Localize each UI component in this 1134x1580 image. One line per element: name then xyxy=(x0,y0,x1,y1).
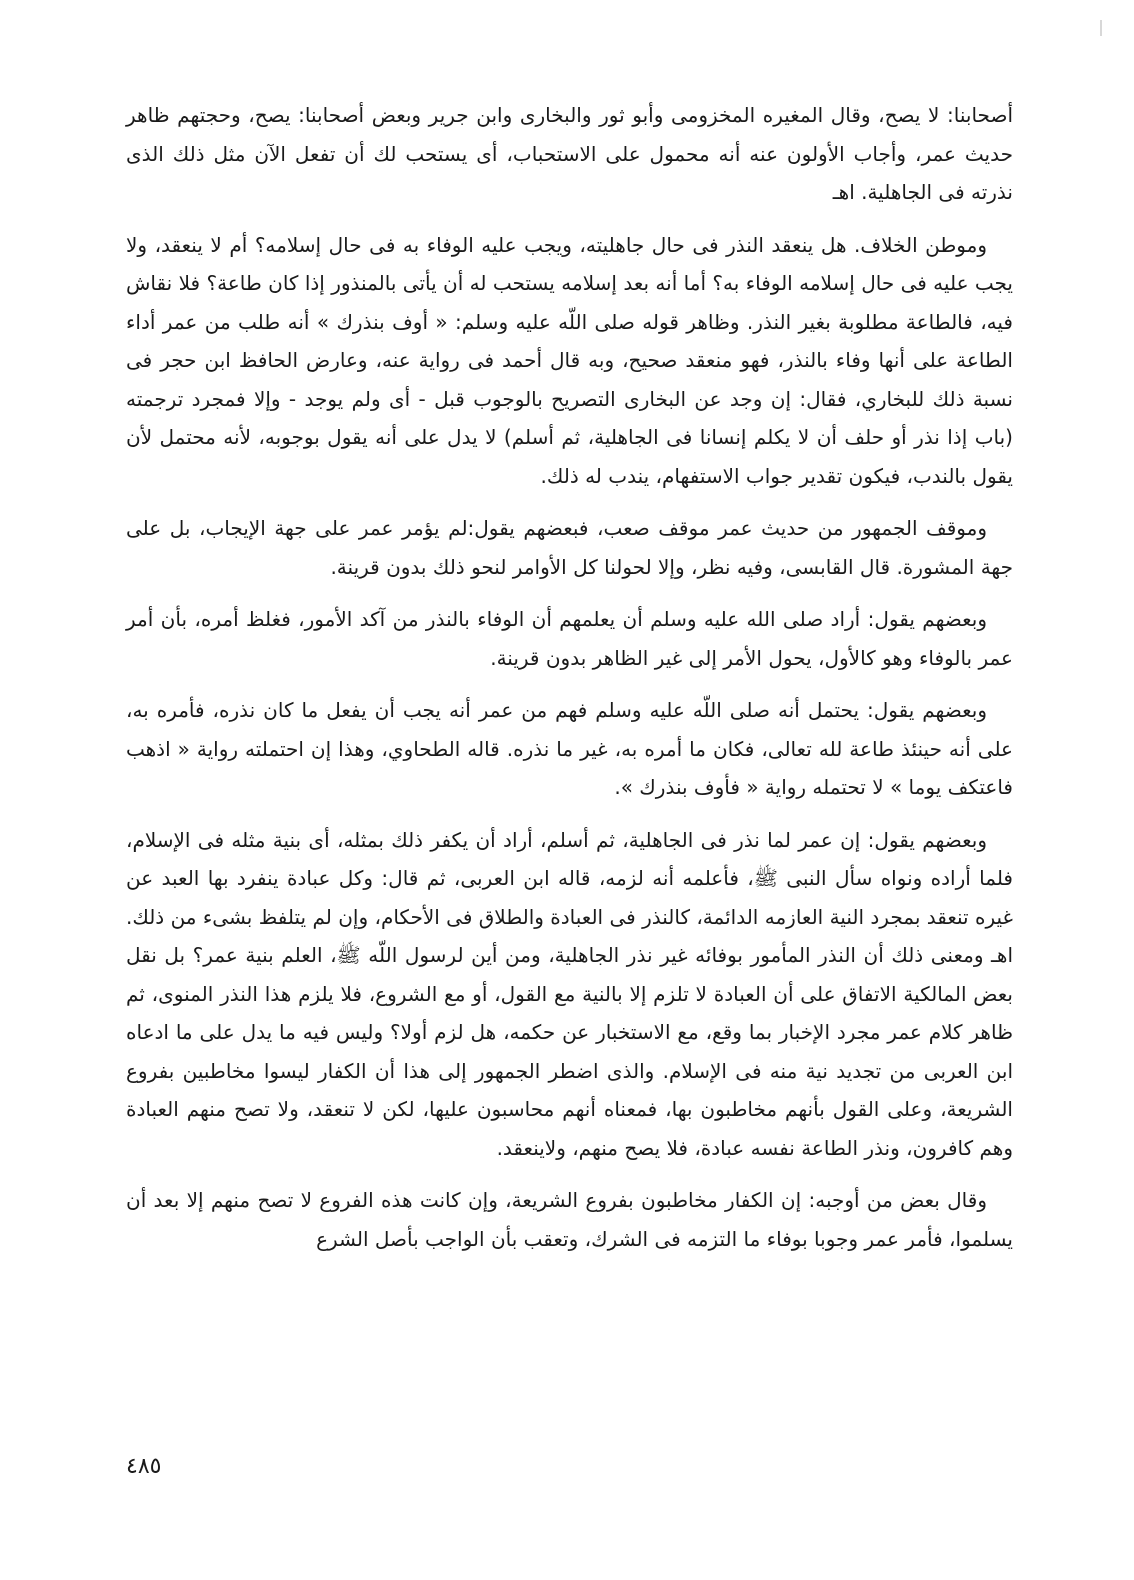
paragraph-6: وبعضهم يقول: إن عمر لما نذر فى الجاهلية، ثم أسلم، أراد أن يكفر ذلك بمثله، أى بنية مثله فى الإسلام، فلما أراده ونواه سأل النبى ﷺ، فأعلمه أنه لزمه، قاله ابن العربى، ثم قال: وكل عبادة ينفرد بها العبد عن غيره تنعقد بمجرد النية العازمه الدائمة، كالنذر فى العبادة والطلاق فى الأحكام، وإن لم يتلفظ بشىء من ذلك. اهـ ومعنى ذلك أن النذر المأمور بوفائه غير نذر الجاهلية، ومن أين لرسول اللّه ﷺ، العلم بنية عمر؟ بل نقل بعض المالكية الاتفاق على أن العبادة لا تلزم إلا بالنية مع القول، أو مع الشروع، فلا يلزم هذا النذر المنوى، ثم ظاهر كلام عمر مجرد الإخبار بما وقع، مع الاستخبار عن حكمه، هل لزم أولا؟ وليس فيه ما يدل على ما ادعاه ابن العربى من تجديد نية منه فى الإسلام. والذى اضطر الجمهور إلى هذا أن الكفار ليسوا مخاطبين بفروع الشريعة، وعلى القول بأنهم مخاطبون بها، فمعناه أنهم محاسبون عليها، لكن لا تنعقد، ولا تصح منهم العبادة وهم كافرون، ونذر الطاعة نفسه عبادة، فلا يصح منهم، ولاينعقد. xyxy=(126,827,1013,1160)
paragraph-3: وموقف الجمهور من حديث عمر موقف صعب، فبعضهم يقول:لم يؤمر عمر على جهة الإيجاب، بل على جهة المشورة. قال القابسى، وفيه نظر، وإلا لحولنا كل الأوامر لنحو ذلك بدون قرينة. xyxy=(126,516,1013,579)
page-number: ٤٨٥ xyxy=(126,1454,162,1479)
scan-edge-mark xyxy=(1100,20,1102,36)
body-text xyxy=(126,96,1013,1272)
paragraph-5: وبعضهم يقول: يحتمل أنه صلى اللّه عليه وسلم فهم من عمر أنه يجب أن يفعل ما كان نذره، فأمره به، على أنه حينئذ طاعة لله تعالى، فكان ما أمره به، غير ما نذره. قاله الطحاوي، وهذا إن احتملته رواية « اذهب فاعتكف يوما » لا تحتمله رواية « فأوف بنذرك ». xyxy=(126,698,1013,799)
paragraph-4: وبعضهم يقول: أراد صلى الله عليه وسلم أن يعلمهم أن الوفاء بالنذر من آكد الأمور، فغلظ أمره، بأن أمر عمر بالوفاء وهو كالأول، يحول الأمر إلى غير الظاهر بدون قرينة. xyxy=(126,607,1013,670)
paragraph-2: وموطن الخلاف. هل ينعقد النذر فى حال جاهليته، ويجب عليه الوفاء به فى حال إسلامه؟ أم لا ينعقد، ولا يجب عليه فى حال إسلامه الوفاء به؟ أما أنه بعد إسلامه يستحب له أن يأتى بالمنذور إذا كان طاعة؟ فلا نقاش فيه، فالطاعة مطلوبة بغير النذر. وظاهر قوله صلى اللّه عليه وسلم: « أوف بنذرك » أنه طلب من عمر أداء الطاعة على أنها وفاء بالنذر، فهو منعقد صحيح، وبه قال أحمد فى رواية عنه، وعارض الحافظ ابن حجر فى نسبة ذلك للبخاري، فقال: إن وجد عن البخارى التصريح بالوجوب قبل - أى ولم يوجد - وإلا فمجرد ترجمته (باب إذا نذر أو حلف أن لا يكلم إنسانا فى الجاهلية، ثم أسلم) لا يدل على أنه يقول بوجوبه، لأنه محتمل لأن يقول بالندب، فيكون تقدير جواب الاستفهام، يندب له ذلك. xyxy=(126,232,1013,488)
paragraph-1: أصحابنا: لا يصح، وقال المغيره المخزومى وأبو ثور والبخارى وابن جرير وبعض أصحابنا: يصح، وحجتهم ظاهر حديث عمر، وأجاب الأولون عنه أنه محمول على الاستحباب، أى يستحب لك أن تفعل الآن مثل ذلك الذى نذرته فى الجاهلية. اهـ xyxy=(126,103,1013,204)
paragraph-7: وقال بعض من أوجبه: إن الكفار مخاطبون بفروع الشريعة، وإن كانت هذه الفروع لا تصح منهم إلا بعد أن يسلموا، فأمر عمر وجوبا بوفاء ما التزمه فى الشرك، وتعقب بأن الواجب بأصل الشرع xyxy=(126,1188,1013,1251)
